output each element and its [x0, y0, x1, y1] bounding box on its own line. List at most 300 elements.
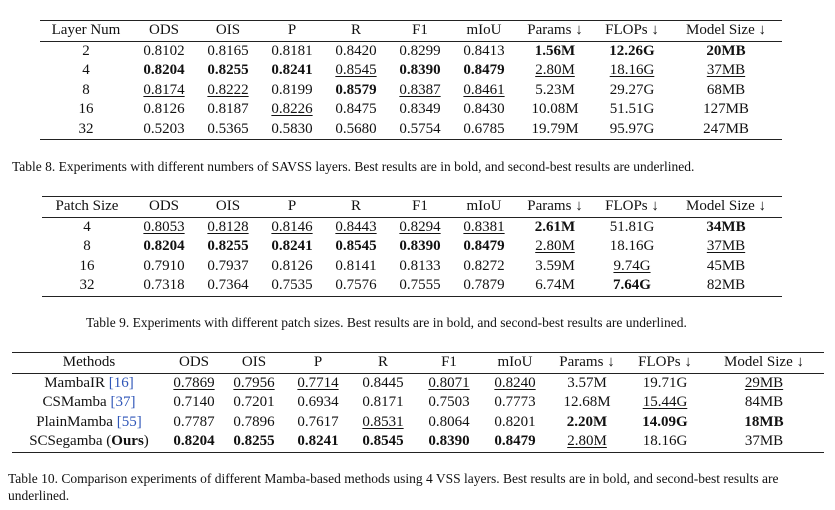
cell-value: 0.7714 — [297, 374, 339, 391]
table-cell — [42, 217, 132, 237]
cell-value: 0.8128 — [207, 218, 249, 235]
cell-value: 0.8420 — [335, 42, 377, 59]
table-cell — [324, 257, 388, 277]
cell-value: 0.7201 — [233, 394, 275, 410]
cell-value: 0.8171 — [362, 394, 404, 410]
cell-value: 4 — [82, 62, 90, 78]
table-row — [12, 432, 824, 452]
table9-header-cell: OIS — [196, 197, 260, 218]
table-cell — [132, 61, 196, 81]
cell-value: 0.8133 — [399, 257, 441, 274]
cell-value: 0.8413 — [463, 42, 505, 59]
table-cell — [594, 237, 670, 257]
table-row — [12, 393, 824, 413]
table-10-caption: Table 10. Comparison experiments of different Mamba-based methods using 4 VSS layers. Best results are in bold, and second-best results are underlined. — [8, 471, 779, 503]
table-cell — [196, 100, 260, 120]
table-cell — [42, 276, 132, 296]
table-cell — [196, 276, 260, 296]
table-cell — [516, 217, 594, 237]
cell-value: 0.8443 — [335, 218, 377, 235]
cell-value: 0.8126 — [143, 101, 185, 117]
cell-value: 15.44G — [642, 394, 688, 410]
cell-value: 0.8272 — [463, 257, 505, 274]
table-cell — [416, 432, 482, 452]
table8-header-cell: Layer Num — [40, 21, 132, 42]
cell-value: 0.8071 — [428, 374, 470, 391]
table-cell — [452, 237, 516, 257]
cell-value: 0.8181 — [271, 42, 313, 59]
table-cell — [594, 41, 670, 61]
cell-value: 37MB — [744, 433, 784, 449]
cell-value: 0.8479 — [494, 433, 536, 449]
cell-value: 0.7773 — [494, 394, 536, 410]
table-cell — [416, 393, 482, 413]
cell-value: 19.79M — [531, 120, 579, 137]
table-row — [42, 257, 782, 277]
cell-value: 0.7318 — [143, 277, 185, 293]
table-10 — [12, 352, 824, 453]
cell-value: 18MB — [744, 413, 784, 430]
cell-value: 16 — [79, 257, 95, 274]
cell-value: 0.8141 — [335, 257, 377, 274]
cell-value: 0.7937 — [207, 257, 249, 274]
cell-value: 0.6934 — [297, 394, 339, 410]
table-cell — [452, 257, 516, 277]
cell-value: 0.8201 — [494, 413, 536, 430]
table-cell — [260, 41, 324, 61]
cell-value: 0.8579 — [335, 81, 377, 98]
cell-value: 0.8390 — [399, 238, 441, 254]
cell-value: 0.7896 — [233, 413, 275, 430]
table-cell — [482, 393, 548, 413]
table-8-caption: Table 8. Experiments with different numbers of SAVSS layers. Best results are in bold, and second-best results are underlined. — [12, 159, 695, 174]
cell-value: 32 — [79, 277, 95, 293]
cell-value: 0.7617 — [297, 413, 339, 430]
table-cell — [132, 120, 196, 140]
table10-header-cell: FLOPs ↓ — [626, 353, 704, 374]
cell-value: 0.8479 — [463, 238, 505, 254]
cell-value: 0.8381 — [463, 218, 505, 235]
table-8-header-row — [40, 21, 782, 42]
table-cell — [452, 276, 516, 296]
cell-value: 29.27G — [609, 81, 655, 98]
table-cell — [324, 41, 388, 61]
ours-label: Ours — [111, 433, 144, 449]
table-8-grid — [40, 20, 782, 140]
table-cell — [388, 81, 452, 101]
cell-value: 12.26G — [609, 42, 655, 59]
table-row — [40, 81, 782, 101]
cell-value: 2 — [82, 42, 90, 59]
table9-header-cell: R — [324, 197, 388, 218]
table-cell — [388, 237, 452, 257]
table-cell — [196, 41, 260, 61]
cell-value: 10.08M — [531, 101, 579, 117]
table-row — [12, 413, 824, 433]
table8-header-cell: ODS — [132, 21, 196, 42]
cell-value: 14.09G — [642, 413, 688, 430]
cell-value: 0.6785 — [463, 120, 505, 137]
table-cell — [626, 432, 704, 452]
table10-header-cell: mIoU — [482, 353, 548, 374]
cell-value: 2.80M — [567, 433, 607, 449]
table9-header-cell: Patch Size — [42, 197, 132, 218]
table-cell — [704, 393, 824, 413]
cell-value: 0.7910 — [143, 257, 185, 274]
table-cell — [260, 237, 324, 257]
cell-value: 0.7140 — [173, 394, 215, 410]
table-10-grid — [12, 352, 824, 453]
table-cell — [482, 413, 548, 433]
cell-value: 0.7535 — [271, 277, 313, 293]
cell-value: 4 — [83, 218, 91, 235]
table-cell — [42, 237, 132, 257]
cell-value: 0.8545 — [335, 238, 377, 254]
table-cell — [704, 413, 824, 433]
cell-value: 0.8064 — [428, 413, 470, 430]
table10-header-cell: OIS — [222, 353, 286, 374]
cell-value: 95.97G — [609, 120, 655, 137]
table8-header-cell: Params ↓ — [516, 21, 594, 42]
table-cell — [40, 41, 132, 61]
cell-value: 0.8240 — [494, 374, 536, 391]
cell-value: 37MB — [706, 238, 746, 254]
table-cell — [482, 373, 548, 393]
table-cell — [626, 413, 704, 433]
table-row — [40, 61, 782, 81]
cell-value: 0.7787 — [173, 413, 215, 430]
table-cell — [12, 373, 166, 393]
cell-value: 0.8445 — [362, 374, 404, 391]
table-cell — [196, 61, 260, 81]
table-cell — [260, 276, 324, 296]
table-cell — [40, 100, 132, 120]
cell-value: 5.23M — [535, 81, 575, 98]
table-9 — [42, 196, 782, 297]
cell-value: 19.71G — [642, 374, 688, 391]
table-cell — [196, 81, 260, 101]
cell-value: 2.20M — [566, 413, 608, 430]
cell-value: 0.8430 — [463, 101, 505, 117]
cell-value: 2.61M — [534, 218, 576, 235]
table-cell — [416, 413, 482, 433]
table-row — [40, 41, 782, 61]
table-cell — [222, 432, 286, 452]
table-cell — [166, 373, 222, 393]
cell-value: 0.8204 — [143, 238, 185, 254]
cell-value: 0.8204 — [143, 62, 185, 78]
table-cell — [388, 257, 452, 277]
cell-value: 2.80M — [535, 62, 575, 78]
table-cell — [452, 61, 516, 81]
table-cell — [516, 257, 594, 277]
cell-value: 0.7503 — [428, 394, 470, 410]
table-9-header-row — [42, 197, 782, 218]
table-row — [12, 373, 824, 393]
table-cell — [324, 276, 388, 296]
table-cell — [670, 237, 782, 257]
table-cell — [132, 217, 196, 237]
table-row — [40, 120, 782, 140]
table-cell — [286, 413, 350, 433]
table-cell — [452, 100, 516, 120]
cell-value: 68MB — [706, 81, 746, 98]
table10-header-cell: ODS — [166, 353, 222, 374]
table-cell — [132, 100, 196, 120]
table10-header-cell: Params ↓ — [548, 353, 626, 374]
table-cell — [670, 276, 782, 296]
table-cell — [196, 120, 260, 140]
cell-value: 0.8531 — [362, 413, 404, 430]
cell-value: 51.51G — [609, 101, 655, 117]
table-cell — [132, 237, 196, 257]
table-cell — [548, 393, 626, 413]
citation-link[interactable]: [37] — [110, 394, 136, 410]
table-cell — [324, 81, 388, 101]
table-cell — [516, 41, 594, 61]
table10-header-cell: Methods — [12, 353, 166, 374]
cell-value: 127MB — [703, 101, 749, 117]
table-cell — [670, 81, 782, 101]
cell-value: 0.8126 — [271, 257, 313, 274]
table-cell — [350, 413, 416, 433]
table-cell — [594, 100, 670, 120]
table-cell — [222, 393, 286, 413]
table8-header-cell: FLOPs ↓ — [594, 21, 670, 42]
table-cell — [324, 61, 388, 81]
table9-header-cell: ODS — [132, 197, 196, 218]
table-cell — [670, 257, 782, 277]
table-cell — [260, 217, 324, 237]
table-cell — [12, 413, 166, 433]
table-cell — [286, 393, 350, 413]
table-10-header-row — [12, 353, 824, 374]
table-cell — [324, 120, 388, 140]
cell-value: 0.8241 — [271, 238, 313, 254]
cell-value: 0.7869 — [173, 374, 215, 391]
cell-value: 0.7555 — [399, 277, 441, 293]
cell-value: 0.5754 — [399, 120, 441, 137]
table10-header-cell: Model Size ↓ — [704, 353, 824, 374]
cell-value: 0.8241 — [271, 62, 313, 78]
cell-value: 0.7576 — [335, 277, 377, 293]
cell-value: 0.8299 — [399, 42, 441, 59]
cell-value: 0.8475 — [335, 101, 377, 117]
table-cell — [704, 373, 824, 393]
table-cell — [286, 432, 350, 452]
cell-value: 32 — [78, 120, 94, 137]
table-cell — [594, 257, 670, 277]
cell-value: 0.7956 — [233, 374, 275, 391]
cell-value: 7.64G — [613, 277, 651, 293]
table-cell — [350, 393, 416, 413]
table-cell — [324, 237, 388, 257]
table-cell — [132, 41, 196, 61]
table-cell — [670, 120, 782, 140]
cell-value: 0.7879 — [463, 277, 505, 293]
table10-header-cell: R — [350, 353, 416, 374]
cell-value: 0.8165 — [207, 42, 249, 59]
table-cell — [704, 432, 824, 452]
table-cell: SCSegamba (Ours) — [12, 432, 166, 452]
table-cell — [452, 217, 516, 237]
table-cell — [626, 393, 704, 413]
table8-header-cell: mIoU — [452, 21, 516, 42]
table9-header-cell: FLOPs ↓ — [594, 197, 670, 218]
table-cell — [12, 393, 166, 413]
table-cell — [516, 81, 594, 101]
cell-value: 0.8255 — [233, 433, 275, 449]
table-cell — [324, 100, 388, 120]
table-cell — [626, 373, 704, 393]
table-cell — [452, 81, 516, 101]
table-cell — [548, 432, 626, 452]
cell-value: 16 — [78, 101, 94, 117]
cell-value: 0.5203 — [143, 120, 185, 137]
cell-value: 84MB — [744, 394, 784, 410]
cell-value: CSMamba — [42, 394, 107, 410]
table-cell — [350, 432, 416, 452]
table-cell — [196, 257, 260, 277]
table-cell — [388, 217, 452, 237]
cell-value: 0.8545 — [335, 62, 377, 78]
table-cell — [388, 100, 452, 120]
table-row — [42, 217, 782, 237]
cell-value: 18.16G — [609, 62, 655, 78]
table-cell — [516, 276, 594, 296]
cell-value: 2.80M — [535, 238, 575, 254]
table-cell — [388, 41, 452, 61]
cell-value: 0.8226 — [271, 101, 313, 117]
cell-value: 0.8461 — [463, 81, 505, 98]
table-cell — [452, 41, 516, 61]
cell-value: 82MB — [706, 277, 746, 293]
cell-value: 0.8479 — [463, 62, 505, 78]
cell-value: 8 — [83, 238, 91, 254]
cell-value: 0.5680 — [335, 120, 377, 137]
cell-value: 37MB — [706, 62, 746, 78]
cell-value: 0.8146 — [271, 218, 313, 235]
cell-value: 0.8349 — [399, 101, 441, 117]
table10-header-cell: F1 — [416, 353, 482, 374]
cell-value: MambaIR — [44, 374, 106, 391]
cell-value: 0.8390 — [428, 433, 470, 449]
cell-value: 0.8255 — [207, 62, 249, 78]
cell-value: 18.16G — [609, 238, 655, 254]
cell-value: 0.8174 — [143, 81, 185, 98]
cell-value: 3.59M — [535, 257, 575, 274]
cell-value: 20MB — [706, 42, 746, 59]
table-row — [42, 237, 782, 257]
table-9-grid — [42, 196, 782, 297]
table-cell — [594, 81, 670, 101]
cell-value: 247MB — [703, 120, 749, 137]
table-cell — [388, 61, 452, 81]
cell-value: 45MB — [706, 257, 746, 274]
table9-header-cell: Params ↓ — [516, 197, 594, 218]
table9-header-cell: Model Size ↓ — [670, 197, 782, 218]
table-cell — [516, 61, 594, 81]
cell-value: SCSegamba — [29, 433, 103, 449]
cell-value: 0.8545 — [362, 433, 404, 449]
cell-value: 0.8053 — [143, 218, 185, 235]
cell-value: 0.5365 — [207, 120, 249, 137]
table-cell — [388, 120, 452, 140]
table-9-caption: Table 9. Experiments with different patch sizes. Best results are in bold, and second-best results are underlined. — [86, 315, 687, 330]
table-cell — [132, 276, 196, 296]
cell-value: 0.8199 — [271, 81, 313, 98]
cell-value: 0.8255 — [207, 238, 249, 254]
cell-value: 12.68M — [563, 394, 611, 410]
citation-link[interactable]: [16] — [108, 374, 134, 391]
table-cell — [482, 432, 548, 452]
table-cell — [516, 100, 594, 120]
cell-value: 0.5830 — [271, 120, 313, 137]
table-cell — [166, 413, 222, 433]
table-cell — [350, 373, 416, 393]
cell-value: 0.8390 — [399, 62, 441, 78]
table9-header-cell: P — [260, 197, 324, 218]
cell-value: 1.56M — [534, 42, 576, 59]
cell-value: 0.8102 — [143, 42, 185, 59]
citation-link[interactable]: [55] — [116, 413, 142, 430]
table9-header-cell: F1 — [388, 197, 452, 218]
table-cell — [132, 81, 196, 101]
table-cell — [548, 373, 626, 393]
table-cell — [286, 373, 350, 393]
table-cell — [594, 276, 670, 296]
table-cell — [594, 217, 670, 237]
table-cell — [260, 120, 324, 140]
table-cell — [40, 61, 132, 81]
table8-header-cell: OIS — [196, 21, 260, 42]
cell-value: 6.74M — [535, 277, 575, 293]
table-cell — [516, 120, 594, 140]
table-cell — [40, 81, 132, 101]
table-cell — [166, 432, 222, 452]
table-cell — [260, 100, 324, 120]
table-cell — [670, 100, 782, 120]
table-cell — [260, 257, 324, 277]
table-cell — [42, 257, 132, 277]
table9-header-cell: mIoU — [452, 197, 516, 218]
table-cell — [594, 120, 670, 140]
cell-value: 3.57M — [567, 374, 607, 391]
cell-value: 0.7364 — [207, 277, 249, 293]
table-cell — [670, 61, 782, 81]
table-row — [40, 100, 782, 120]
table-cell — [222, 373, 286, 393]
table8-header-cell: F1 — [388, 21, 452, 42]
cell-value: 0.8204 — [173, 433, 215, 449]
cell-value: 51.81G — [609, 218, 655, 235]
cell-value: 9.74G — [613, 257, 651, 274]
table-cell — [516, 237, 594, 257]
table-cell — [594, 61, 670, 81]
table-cell — [222, 413, 286, 433]
table8-header-cell: P — [260, 21, 324, 42]
cell-value: 0.8187 — [207, 101, 249, 117]
cell-value: 18.16G — [642, 433, 688, 449]
table-cell — [324, 217, 388, 237]
table-cell — [670, 41, 782, 61]
cell-value: PlainMamba — [36, 413, 113, 430]
table-cell — [416, 373, 482, 393]
table-cell — [452, 120, 516, 140]
cell-value: 34MB — [706, 218, 746, 235]
cell-value: 0.8294 — [399, 218, 441, 235]
table-cell — [132, 257, 196, 277]
